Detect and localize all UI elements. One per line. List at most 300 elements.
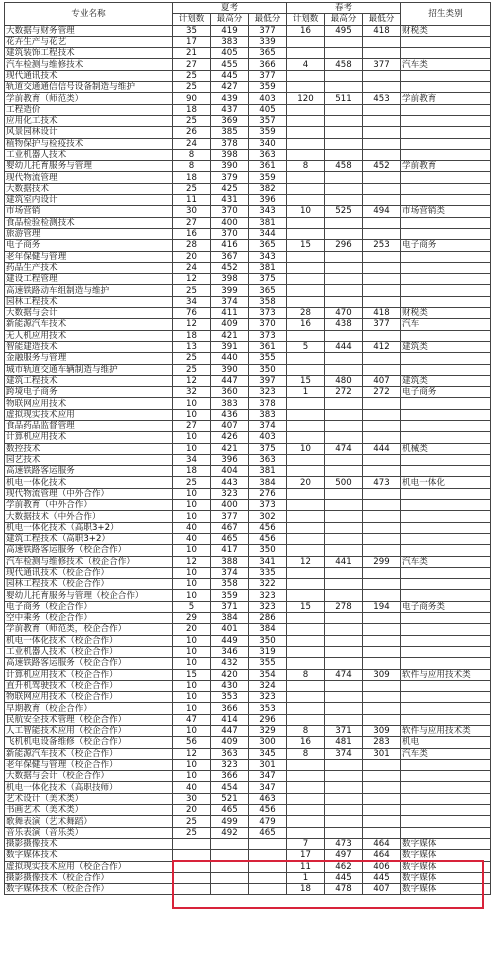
cell-category [401,36,491,47]
table-row [5,36,491,47]
cell-category [401,420,491,431]
header-summer-low: 最低分 [249,14,287,25]
cell-summer-high: 492 [211,827,249,838]
cell-major-name: 学前教育（师范类） [5,93,173,104]
cell-category [401,579,491,590]
table-row [5,375,491,386]
cell-summer-high: 440 [211,353,249,364]
cell-summer-high: 445 [211,70,249,81]
cell-summer-low: 296 [249,714,287,725]
cell-summer-high: 454 [211,782,249,793]
table-row [5,172,491,183]
cell-summer-low: 286 [249,613,287,624]
cell-spring-plan: 15 [287,375,325,386]
cell-summer-low [249,872,287,883]
cell-spring-plan: 8 [287,161,325,172]
cell-summer-low: 375 [249,443,287,454]
cell-spring-low [363,714,401,725]
cell-summer-plan: 10 [173,771,211,782]
cell-major-name: 大数据与财务管理 [5,25,173,36]
cell-summer-high: 359 [211,590,249,601]
cell-summer-low: 347 [249,782,287,793]
cell-major-name: 现代物流管理 [5,172,173,183]
table-row [5,240,491,251]
cell-category: 汽车 [401,319,491,330]
cell-summer-high: 358 [211,579,249,590]
cell-spring-high: 371 [325,726,363,737]
cell-summer-high: 370 [211,228,249,239]
cell-category [401,466,491,477]
cell-spring-plan [287,285,325,296]
cell-spring-high: 470 [325,308,363,319]
cell-spring-low [363,658,401,669]
cell-summer-plan: 21 [173,48,211,59]
cell-category [401,454,491,465]
cell-major-name: 民航安全技术管理（校企合作） [5,714,173,725]
cell-major-name: 智能建造技术 [5,341,173,352]
cell-spring-high: 374 [325,748,363,759]
cell-spring-plan: 1 [287,872,325,883]
cell-spring-high [325,149,363,160]
cell-summer-high: 374 [211,296,249,307]
cell-summer-plan: 27 [173,217,211,228]
cell-summer-low: 479 [249,816,287,827]
cell-major-name: 市场营销 [5,206,173,217]
cell-summer-high: 388 [211,556,249,567]
cell-spring-low [363,217,401,228]
cell-major-name: 数字媒体技术（校企合作） [5,884,173,895]
cell-major-name: 大数据技术（中外合作） [5,511,173,522]
cell-spring-low [363,36,401,47]
cell-spring-low [363,488,401,499]
cell-spring-high [325,624,363,635]
cell-summer-high: 378 [211,138,249,149]
cell-spring-plan [287,262,325,273]
cell-summer-high: 400 [211,217,249,228]
cell-spring-high [325,827,363,838]
cell-major-name: 轨道交通通信信号设备制造与维护 [5,82,173,93]
cell-spring-plan [287,172,325,183]
cell-summer-high: 430 [211,680,249,691]
cell-summer-low: 350 [249,635,287,646]
cell-major-name: 计算机应用技术 [5,432,173,443]
cell-summer-plan: 20 [173,805,211,816]
cell-summer-plan [173,884,211,895]
cell-summer-plan: 25 [173,477,211,488]
cell-spring-high [325,420,363,431]
table-row [5,387,491,398]
cell-spring-plan [287,48,325,59]
cell-major-name: 风景园林设计 [5,127,173,138]
cell-spring-low [363,364,401,375]
cell-category [401,793,491,804]
cell-summer-low: 370 [249,319,287,330]
cell-spring-low: 464 [363,850,401,861]
cell-summer-high: 383 [211,36,249,47]
cell-spring-plan: 7 [287,838,325,849]
cell-major-name: 高速铁路客运服务（校企合作） [5,545,173,556]
cell-summer-low: 322 [249,579,287,590]
cell-spring-plan [287,330,325,341]
table-row [5,579,491,590]
cell-summer-plan: 25 [173,816,211,827]
cell-major-name: 物联网应用技术 [5,398,173,409]
cell-spring-high [325,353,363,364]
cell-major-name: 现代通讯技术（校企合作） [5,567,173,578]
cell-category: 建筑类 [401,341,491,352]
cell-major-name: 机电一体化技术 [5,477,173,488]
cell-spring-high: 511 [325,93,363,104]
table-row [5,488,491,499]
cell-category [401,285,491,296]
table-row [5,477,491,488]
cell-spring-plan: 16 [287,319,325,330]
cell-spring-plan [287,149,325,160]
table-row [5,726,491,737]
cell-spring-plan: 10 [287,206,325,217]
cell-summer-high: 369 [211,115,249,126]
cell-spring-low [363,127,401,138]
cell-summer-high: 371 [211,601,249,612]
cell-spring-plan [287,646,325,657]
cell-category: 软件与应用技术类 [401,669,491,680]
cell-spring-low: 412 [363,341,401,352]
cell-spring-low [363,759,401,770]
cell-spring-low: 377 [363,59,401,70]
cell-category: 软件与应用技术类 [401,726,491,737]
cell-spring-low [363,409,401,420]
table-row [5,104,491,115]
cell-summer-plan: 25 [173,827,211,838]
cell-summer-high: 437 [211,104,249,115]
cell-spring-plan: 11 [287,861,325,872]
cell-spring-high [325,703,363,714]
cell-summer-low: 365 [249,48,287,59]
cell-major-name: 城市轨道交通车辆制造与维护 [5,364,173,375]
table-row [5,782,491,793]
cell-category: 市场营销类 [401,206,491,217]
cell-spring-plan [287,420,325,431]
cell-spring-low [363,793,401,804]
header-spring-low: 最低分 [363,14,401,25]
cell-spring-low [363,579,401,590]
cell-spring-low: 444 [363,443,401,454]
cell-category [401,771,491,782]
cell-summer-plan: 28 [173,240,211,251]
cell-category: 机电 [401,737,491,748]
cell-spring-high [325,590,363,601]
cell-summer-low: 373 [249,330,287,341]
cell-spring-high [325,195,363,206]
cell-spring-high [325,680,363,691]
cell-spring-plan [287,488,325,499]
cell-summer-high: 447 [211,375,249,386]
table-row [5,308,491,319]
cell-summer-plan: 25 [173,364,211,375]
cell-summer-low: 373 [249,500,287,511]
cell-spring-low: 453 [363,93,401,104]
cell-major-name: 摄影摄像技术 [5,838,173,849]
cell-major-name: 老年保健与管理（校企合作） [5,759,173,770]
cell-summer-low: 354 [249,669,287,680]
cell-spring-high [325,759,363,770]
table-row [5,364,491,375]
cell-category [401,613,491,624]
cell-spring-high [325,816,363,827]
cell-spring-high [325,545,363,556]
cell-spring-plan [287,680,325,691]
cell-spring-low [363,454,401,465]
cell-summer-high: 431 [211,195,249,206]
table-row [5,556,491,567]
header-spring-exam: 春考 [287,3,401,14]
cell-summer-plan: 40 [173,522,211,533]
cell-summer-low: 403 [249,432,287,443]
table-row [5,737,491,748]
cell-category [401,104,491,115]
cell-spring-low [363,228,401,239]
cell-summer-low: 339 [249,36,287,47]
cell-summer-high: 384 [211,613,249,624]
cell-summer-high: 360 [211,387,249,398]
cell-summer-plan: 10 [173,635,211,646]
cell-summer-plan: 47 [173,714,211,725]
cell-major-name: 现代物流管理（中外合作） [5,488,173,499]
cell-spring-plan: 5 [287,341,325,352]
cell-summer-high: 323 [211,759,249,770]
cell-category [401,692,491,703]
cell-summer-low: 343 [249,251,287,262]
cell-summer-low: 384 [249,477,287,488]
cell-summer-high: 398 [211,274,249,285]
cell-category [401,127,491,138]
cell-summer-low: 350 [249,545,287,556]
header-spring-plan: 计划数 [287,14,325,25]
cell-spring-low [363,827,401,838]
cell-category [401,658,491,669]
cell-spring-low [363,646,401,657]
cell-summer-high: 432 [211,658,249,669]
cell-spring-plan: 16 [287,737,325,748]
table-row [5,70,491,81]
cell-summer-low: 341 [249,556,287,567]
cell-spring-plan [287,432,325,443]
cell-major-name: 大数据与会计 [5,308,173,319]
cell-spring-low: 272 [363,387,401,398]
cell-major-name: 电子商务（校企合作） [5,601,173,612]
cell-summer-plan: 10 [173,567,211,578]
table-row [5,703,491,714]
cell-category [401,296,491,307]
cell-spring-high [325,262,363,273]
cell-spring-low [363,771,401,782]
cell-category [401,635,491,646]
cell-major-name: 机电一体化技术（高职3+2） [5,522,173,533]
cell-summer-low [249,861,287,872]
cell-spring-plan [287,714,325,725]
cell-summer-low [249,884,287,895]
cell-spring-plan [287,228,325,239]
cell-summer-plan: 25 [173,183,211,194]
table-row [5,759,491,770]
cell-summer-plan: 10 [173,511,211,522]
table-row [5,624,491,635]
table-row [5,884,491,895]
cell-spring-high [325,82,363,93]
cell-major-name: 旅游管理 [5,228,173,239]
cell-major-name: 新能源汽车技术（校企合作） [5,748,173,759]
cell-spring-high [325,285,363,296]
cell-spring-plan [287,692,325,703]
cell-summer-low: 361 [249,341,287,352]
cell-spring-high: 438 [325,319,363,330]
table-row [5,646,491,657]
cell-summer-plan: 10 [173,646,211,657]
cell-summer-high: 398 [211,149,249,160]
cell-spring-low [363,613,401,624]
table-row [5,59,491,70]
cell-spring-low [363,692,401,703]
cell-spring-plan [287,782,325,793]
cell-spring-high: 525 [325,206,363,217]
cell-spring-plan [287,70,325,81]
cell-spring-plan [287,613,325,624]
table-row [5,228,491,239]
cell-summer-high: 363 [211,748,249,759]
cell-spring-plan [287,579,325,590]
cell-summer-high: 400 [211,500,249,511]
cell-major-name: 学前教育（师范类，校企合作） [5,624,173,635]
cell-summer-plan: 25 [173,82,211,93]
cell-spring-low [363,635,401,646]
table-row [5,206,491,217]
cell-spring-low: 283 [363,737,401,748]
table-row [5,274,491,285]
table-row [5,296,491,307]
cell-spring-low: 253 [363,240,401,251]
cell-summer-plan: 56 [173,737,211,748]
cell-major-name: 机电一体化技术（校企合作） [5,635,173,646]
cell-spring-plan [287,104,325,115]
cell-spring-plan [287,251,325,262]
cell-summer-plan: 18 [173,466,211,477]
cell-summer-plan: 90 [173,93,211,104]
cell-spring-low: 301 [363,748,401,759]
cell-category: 电子商务 [401,387,491,398]
cell-spring-plan [287,567,325,578]
cell-summer-low: 403 [249,93,287,104]
cell-major-name: 虚拟现实技术应用 [5,409,173,420]
cell-summer-low: 373 [249,308,287,319]
cell-summer-plan: 29 [173,613,211,624]
cell-summer-low: 381 [249,217,287,228]
cell-category [401,511,491,522]
cell-spring-plan [287,217,325,228]
cell-summer-plan: 18 [173,172,211,183]
cell-spring-high [325,183,363,194]
cell-category: 建筑类 [401,375,491,386]
table-row [5,567,491,578]
table-row [5,161,491,172]
table-row [5,285,491,296]
cell-major-name: 建筑工程技术（高职3+2） [5,533,173,544]
cell-summer-high: 420 [211,669,249,680]
cell-spring-high: 478 [325,884,363,895]
cell-spring-high: 473 [325,838,363,849]
cell-major-name: 植物保护与检疫技术 [5,138,173,149]
cell-spring-high [325,432,363,443]
cell-major-name: 金融服务与管理 [5,353,173,364]
cell-major-name: 大数据技术 [5,183,173,194]
cell-summer-high: 385 [211,127,249,138]
cell-summer-plan: 10 [173,398,211,409]
cell-summer-low: 357 [249,115,287,126]
cell-category [401,488,491,499]
cell-summer-high: 391 [211,341,249,352]
cell-summer-low: 383 [249,409,287,420]
cell-spring-low [363,138,401,149]
cell-summer-low: 355 [249,353,287,364]
table-row [5,409,491,420]
cell-spring-plan [287,115,325,126]
cell-spring-plan [287,805,325,816]
cell-category: 电子商务 [401,240,491,251]
cell-spring-plan: 15 [287,601,325,612]
table-row [5,454,491,465]
table-row [5,692,491,703]
cell-spring-high [325,454,363,465]
cell-major-name: 现代通讯技术 [5,70,173,81]
cell-major-name: 建筑工程技术 [5,375,173,386]
cell-summer-low: 355 [249,658,287,669]
cell-summer-plan: 10 [173,545,211,556]
cell-category [401,217,491,228]
cell-summer-plan: 34 [173,454,211,465]
cell-summer-high: 449 [211,635,249,646]
cell-summer-plan: 12 [173,319,211,330]
cell-major-name: 大数据与会计（校企合作） [5,771,173,782]
table-row [5,522,491,533]
cell-summer-plan: 27 [173,59,211,70]
cell-spring-plan: 8 [287,726,325,737]
cell-summer-plan [173,861,211,872]
cell-summer-low: 396 [249,195,287,206]
table-row [5,793,491,804]
cell-major-name: 工程造价 [5,104,173,115]
cell-category [401,262,491,273]
cell-spring-low [363,522,401,533]
cell-summer-low: 335 [249,567,287,578]
cell-category: 汽车类 [401,59,491,70]
cell-spring-low [363,115,401,126]
cell-summer-low: 350 [249,364,287,375]
table-row [5,714,491,725]
cell-summer-high [211,850,249,861]
cell-summer-plan [173,850,211,861]
table-row [5,319,491,330]
cell-spring-plan [287,398,325,409]
cell-spring-high [325,398,363,409]
cell-summer-high: 452 [211,262,249,273]
cell-major-name: 婴幼儿托育服务与管理（校企合作） [5,590,173,601]
cell-summer-low: 343 [249,206,287,217]
cell-category: 电子商务类 [401,601,491,612]
cell-spring-plan [287,545,325,556]
cell-summer-plan: 13 [173,341,211,352]
cell-category [401,522,491,533]
table-row [5,195,491,206]
cell-spring-low: 464 [363,838,401,849]
